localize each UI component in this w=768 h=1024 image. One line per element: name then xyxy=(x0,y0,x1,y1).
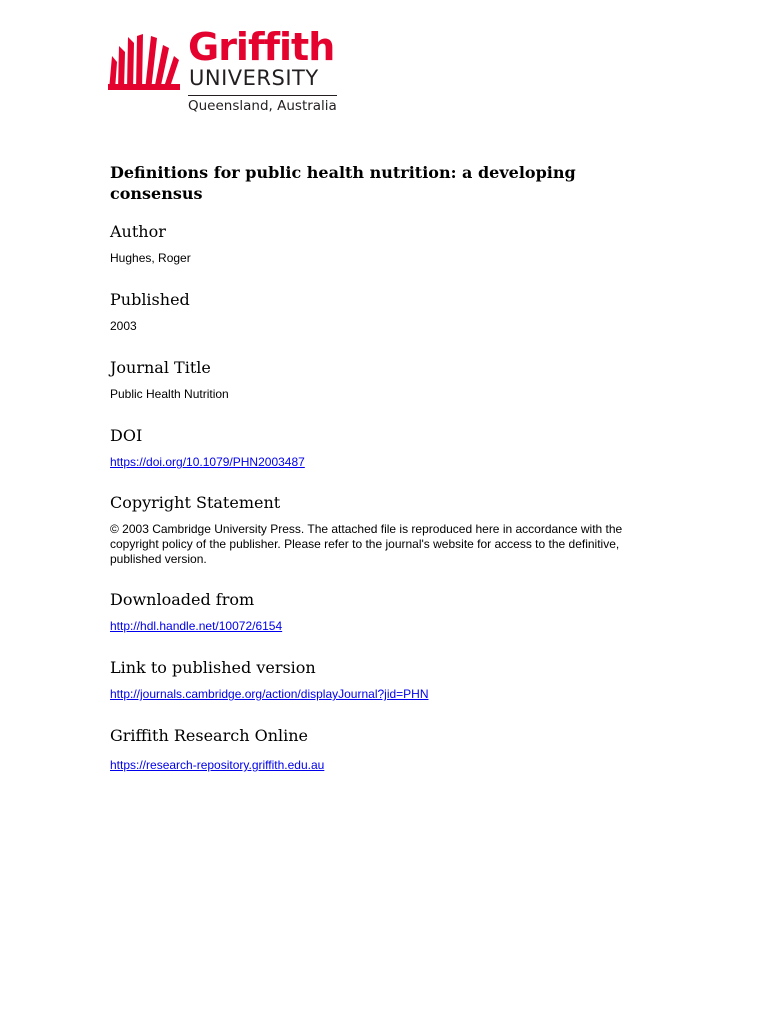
downloaded-section xyxy=(110,590,650,634)
published-version-link[interactable]: http://journals.cambridge.org/action/displayJournal?jid=PHN xyxy=(110,687,429,701)
research-online-link[interactable]: https://research-repository.griffith.edu.au xyxy=(110,758,325,772)
author-section xyxy=(110,222,650,266)
research-online-label: Griffith Research Online xyxy=(110,726,309,745)
journal-value: Public Health Nutrition xyxy=(110,387,229,401)
griffith-logo xyxy=(108,25,348,120)
downloaded-link[interactable]: http://hdl.handle.net/10072/6154 xyxy=(110,619,283,633)
griffith-flame-logo-icon xyxy=(108,34,186,90)
journal-section xyxy=(110,358,650,402)
published-version-section xyxy=(110,658,650,702)
published-section xyxy=(110,290,650,334)
published-version-label: Link to published version xyxy=(110,658,316,677)
published-label: Published xyxy=(110,290,190,309)
copyright-section xyxy=(110,493,650,567)
author-label: Author xyxy=(110,222,166,241)
document-title: Definitions for public health nutrition: a developing consensus xyxy=(110,163,576,203)
copyright-label: Copyright Statement xyxy=(110,493,281,512)
doi-link[interactable]: https://doi.org/10.1079/PHN2003487 xyxy=(110,455,305,469)
research-online-section xyxy=(110,726,650,773)
brand-name: Griffith xyxy=(188,25,335,69)
brand-subtitle: UNIVERSITY xyxy=(189,66,319,90)
copyright-statement: © 2003 Cambridge University Press. The attached file is reproduced here in accordance with the copyright policy of the publisher. Please refer to the journal's website for access to the definitive, published version. xyxy=(110,522,623,566)
published-value: 2003 xyxy=(110,319,137,333)
brand-location: Queensland, Australia xyxy=(188,98,337,114)
brand-divider xyxy=(188,95,337,96)
journal-label: Journal Title xyxy=(110,358,211,377)
author-value: Hughes, Roger xyxy=(110,251,191,265)
doi-section xyxy=(110,426,650,470)
downloaded-label: Downloaded from xyxy=(110,590,255,609)
doi-label: DOI xyxy=(110,426,143,445)
